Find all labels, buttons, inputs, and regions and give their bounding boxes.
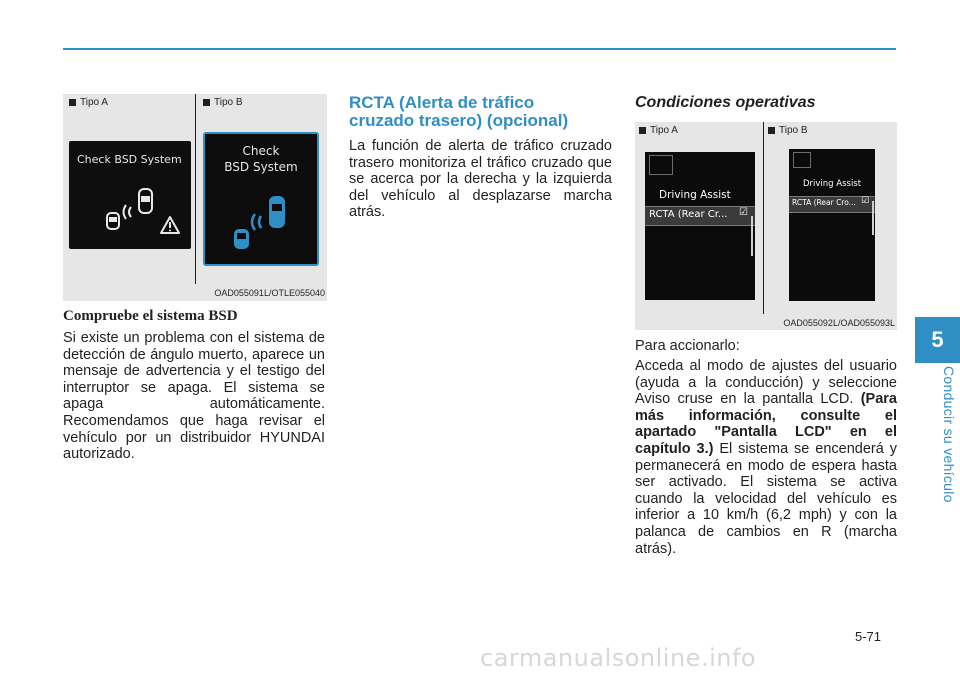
figure-code: OAD055092L/OAD055093L: [783, 318, 895, 328]
steps-text-bold-reference: (Para más información, consulte el apartado "Pantalla LCD" en el capítulo 3.): [635, 391, 897, 457]
lcd-icon-box: [649, 155, 673, 175]
paragraph-to-activate: Para accionarlo:: [635, 338, 740, 354]
bsd-cars-blue-icon: [205, 134, 317, 264]
chapter-title-vertical: Conducir su vehículo: [941, 366, 957, 503]
steps-text-a: Acceda al modo de ajustes del usuario (ayuda a la conducción) y seleccione Aviso cruse en la pantalla LCD.: [635, 358, 897, 408]
top-rule: [63, 48, 896, 50]
lcd-screen-type-b: [789, 149, 875, 301]
lcd-menu-item-rcta: RCTA (Rear Cro...: [792, 198, 856, 207]
watermark: carmanualsonline.info: [480, 644, 757, 672]
steps-text-b: El sistema se encenderá y permanecerá en modo de espera hasta ser activado. El sistema se activa cuando la velocidad del vehículo es inferior a 10 km/h (6,2 mph) y con la palanca de cambios en R (marcha atrás).: [635, 440, 897, 557]
lcd-menu-title: Driving Assist: [659, 189, 731, 201]
figure-tag-b: Tipo B: [203, 97, 243, 108]
figure-tag-a: Tipo A: [639, 125, 678, 136]
bsd-cars-warning-icon: [69, 141, 191, 249]
heading-check-bsd: Compruebe el sistema BSD: [63, 308, 238, 324]
figure-tag-b: Tipo B: [768, 125, 808, 136]
warning-message-line1: Check: [242, 144, 280, 158]
figure-divider: [195, 94, 196, 284]
paragraph-activation-steps: [635, 358, 897, 557]
title-rcta-line2: cruzado trasero) (opcional): [349, 111, 569, 130]
cluster-screen-type-b: [203, 132, 319, 266]
lcd-figure: [635, 122, 897, 330]
warning-message-line2: BSD System: [224, 160, 298, 174]
check-icon: ☑: [739, 207, 748, 218]
figure-tag-a: Tipo A: [69, 97, 108, 108]
square-bullet-icon: [203, 99, 210, 106]
figure-divider: [763, 122, 764, 314]
title-operating-conditions: Condiciones operativas: [635, 94, 816, 111]
lcd-icon-box: [793, 152, 811, 168]
bsd-figure: [63, 94, 327, 301]
square-bullet-icon: [768, 127, 775, 134]
title-rcta-line1: RCTA (Alerta de tráfico: [349, 93, 535, 112]
square-bullet-icon: [69, 99, 76, 106]
paragraph-check-bsd: Si existe un problema con el sistema de detección de ángulo muerto, aparece un mensaje de advertencia y el testigo del interruptor se apaga. El sistema se apaga automáticamente. Recomendamos que haga revisar el vehículo por un distribuidor HYUNDAI autorizado.: [63, 330, 325, 463]
lcd-scrollbar: [751, 216, 753, 256]
warning-message: Check BSD System: [77, 153, 182, 166]
square-bullet-icon: [639, 127, 646, 134]
lcd-scrollbar: [872, 201, 874, 235]
lcd-screen-type-a: [645, 152, 755, 300]
cluster-screen-type-a: [69, 141, 191, 249]
lcd-menu-item-rcta: RCTA (Rear Cr...: [649, 209, 728, 220]
figure-code: OAD055091L/OTLE055040: [214, 288, 325, 298]
check-icon: ☑: [861, 196, 870, 206]
page-number: 5-71: [855, 629, 882, 644]
lcd-menu-title: Driving Assist: [803, 179, 862, 189]
paragraph-rcta: La función de alerta de tráfico cruzado trasero monitoriza el tráfico cruzado que se acerca por la derecha y la izquierda del vehículo al desplazarse marcha atrás.: [349, 138, 612, 221]
chapter-tab: 5: [915, 317, 960, 363]
